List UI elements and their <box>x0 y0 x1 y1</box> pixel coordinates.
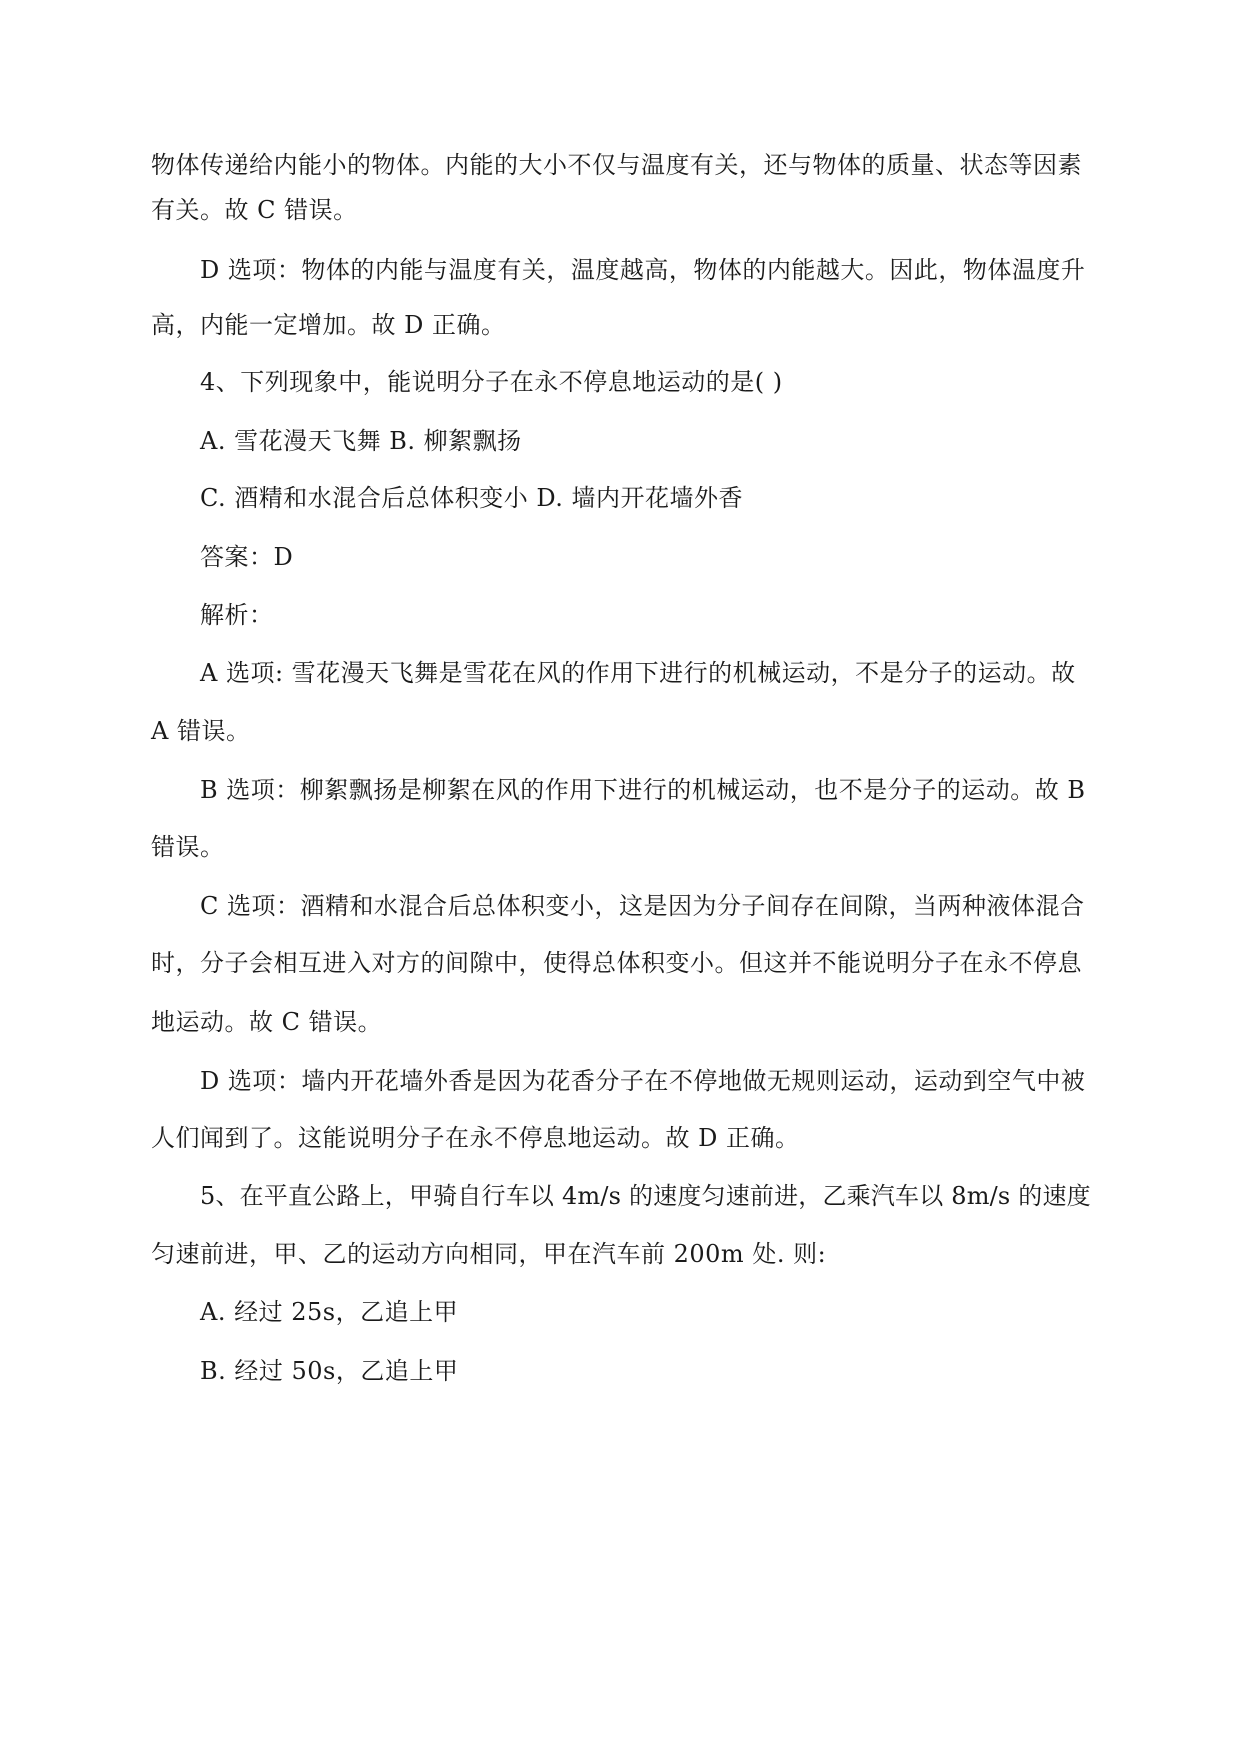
text-line: 时，分子会相互进入对方的间隙中，使得总体积变小。但这并不能说明分子在永不停息 <box>151 949 1082 977</box>
option-line: B. 经过 50s，乙追上甲 <box>200 1357 459 1385</box>
text-line: A 错误。 <box>151 717 251 745</box>
text-line: 高，内能一定增加。故 D 正确。 <box>151 311 506 339</box>
option-line: A. 雪花漫天飞舞 B. 柳絮飘扬 <box>200 427 522 455</box>
text-line: 有关。故 C 错误。 <box>151 196 358 224</box>
text-line: 地运动。故 C 错误。 <box>151 1008 383 1036</box>
text-line: 人们闻到了。这能说明分子在永不停息地运动。故 D 正确。 <box>151 1124 800 1152</box>
analysis-label: 解析： <box>200 601 274 629</box>
answer-line: 答案：D <box>200 543 294 571</box>
option-line: A. 经过 25s，乙追上甲 <box>200 1298 459 1326</box>
text-line: 匀速前进，甲、乙的运动方向相同，甲在汽车前 200m 处. 则: <box>151 1240 827 1268</box>
question-title: 5、在平直公路上，甲骑自行车以 4m/s 的速度匀速前进，乙乘汽车以 8m/s 的速度 <box>200 1182 1091 1210</box>
text-line: C 选项：酒精和水混合后总体积变小，这是因为分子间存在间隙，当两种液体混合 <box>200 892 1085 920</box>
question-title: 4、下列现象中，能说明分子在永不停息地运动的是( ) <box>200 368 783 396</box>
text-line: 错误。 <box>151 833 225 861</box>
text-line: D 选项：物体的内能与温度有关，温度越高，物体的内能越大。因此，物体温度升 <box>200 256 1086 284</box>
text-line: B 选项：柳絮飘扬是柳絮在风的作用下进行的机械运动，也不是分子的运动。故 B <box>200 776 1086 804</box>
text-line: A 选项: 雪花漫天飞舞是雪花在风的作用下进行的机械运动，不是分子的运动。故 <box>200 659 1076 687</box>
text-line: D 选项：墙内开花墙外香是因为花香分子在不停地做无规则运动，运动到空气中被 <box>200 1067 1086 1095</box>
text-line: 物体传递给内能小的物体。内能的大小不仅与温度有关，还与物体的质量、状态等因素 <box>151 151 1082 179</box>
option-line: C. 酒精和水混合后总体积变小 D. 墙内开花墙外香 <box>200 484 744 512</box>
